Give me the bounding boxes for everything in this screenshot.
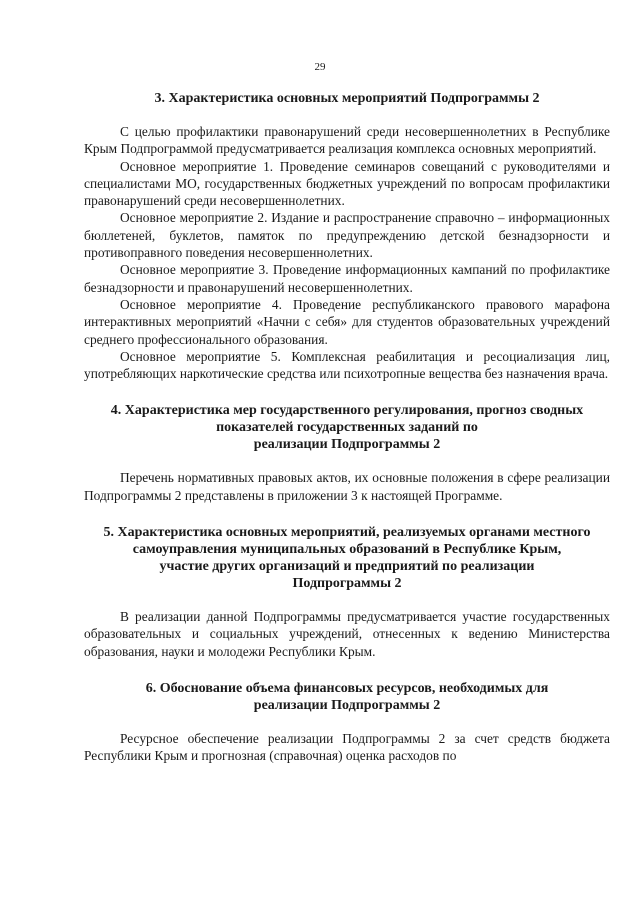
section-5-heading-line-3: участие других организаций и предприятий по реализации xyxy=(159,559,535,575)
section-6-heading-line-1: 6. Обоснование объема финансовых ресурсов, необходимых для xyxy=(145,680,549,696)
section-3-paragraph-activity-3: Основное мероприятие 3. Проведение информационных кампаний по профилактике безнадзорности и правонарушений несовершеннолетних. xyxy=(84,262,610,295)
section-3-paragraph-activity-1: Основное мероприятие 1. Проведение семинаров совещаний с руководителями и специалистами МО, государственных бюджетных учреждений по вопросам профилактики правонарушений среди несовершеннолетних. xyxy=(84,158,610,209)
section-5-paragraph: В реализации данной Подпрограммы предусматривается участие государственных образовательных и социальных учреждений, отнесенных к ведению Министерства образования, науки и молодежи Республики Крым. xyxy=(84,609,610,659)
section-6-paragraph: Ресурсное обеспечение реализации Подпрограммы 2 за счет средств бюджета Республики Крым и прогнозная (справочная) оценка расходов по xyxy=(84,730,610,764)
section-3-heading: 3. Характеристика основных мероприятий Подпрограммы 2 xyxy=(154,91,540,106)
section-5-heading-line-4: Подпрограммы 2 xyxy=(292,576,402,592)
section-4-heading-line-1: 4. Характеристика мер государственного регулирования, прогноз сводных xyxy=(110,403,584,419)
section-3-paragraph-activity-2: Основное мероприятие 2. Издание и распространение справочно – информационных бюллетеней, буклетов, памяток по предупреждению детской безнадзорности и противоправного поведения несовершеннолетних. xyxy=(84,210,610,261)
section-5-heading-line-1: 5. Характеристика основных мероприятий, реализуемых органами местного xyxy=(103,525,591,541)
section-3-paragraph-intro: С целью профилактики правонарушений среди несовершеннолетних в Республике Крым Подпрограммой предусматривается реализация комплекса основных мероприятий. xyxy=(84,124,610,157)
section-4-heading xyxy=(84,402,610,453)
section-5-heading xyxy=(84,524,610,592)
section-4-heading-line-3: реализации Подпрограммы 2 xyxy=(253,437,441,453)
section-5-heading-line-2: самоуправления муниципальных образований в Республике Крым, xyxy=(132,542,562,558)
page-content xyxy=(84,90,610,765)
section-3-paragraph-activity-5: Основное мероприятие 5. Комплексная реабилитация и ресоциализация лиц, употребляющих наркотические средства или психотропные вещества без назначения врача. xyxy=(84,348,610,382)
section-6-heading-line-2: реализации Подпрограммы 2 xyxy=(253,697,441,713)
section-3-paragraph-activity-4: Основное мероприятие 4. Проведение республиканского правового марафона интерактивных мероприятий «Начни с себя» для студентов образовательных учреждений среднего профессионального образования. xyxy=(84,296,610,347)
section-4-paragraph: Перечень нормативных правовых актов, их основные положения в сфере реализации Подпрограммы 2 представлены в приложении 3 к настоящей Программе. xyxy=(84,470,610,503)
section-4-heading-line-2: показателей государственных заданий по xyxy=(216,420,478,436)
section-6-heading xyxy=(84,680,610,714)
page-number: 29 xyxy=(314,61,326,73)
